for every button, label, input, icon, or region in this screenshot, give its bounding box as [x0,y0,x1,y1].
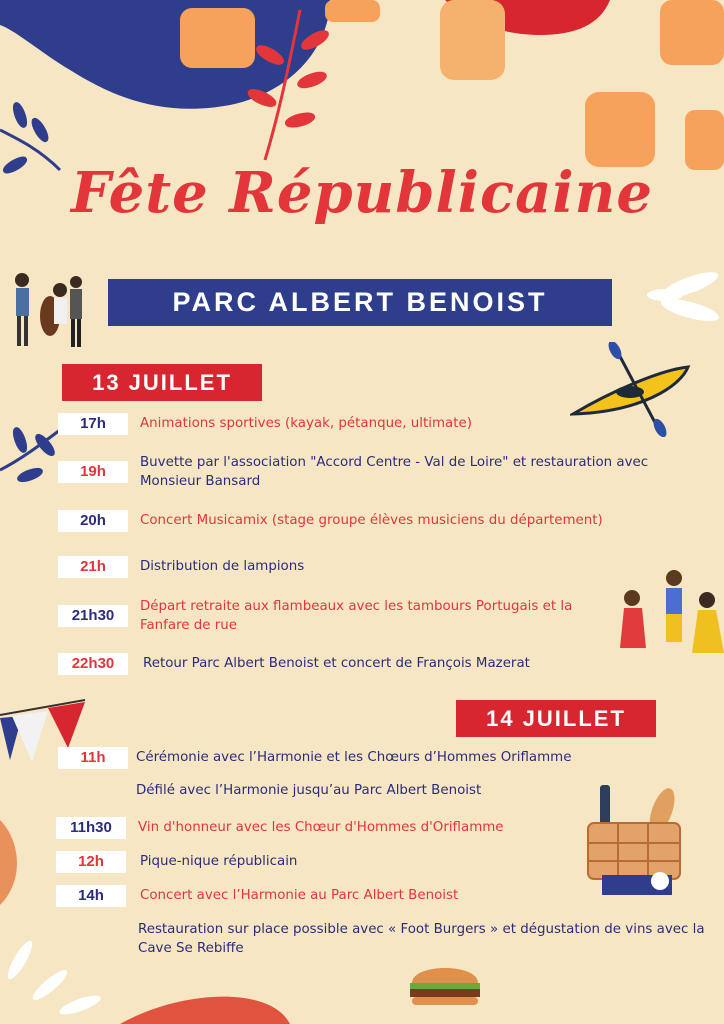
event-description: Cérémonie avec l’Harmonie et les Chœurs d’Hommes Oriflamme [136,750,572,765]
white-leaf-decoration-bottom [4,938,103,1018]
picnic-basket-illustration [578,785,698,905]
day1-header: 13 JUILLET [62,364,262,401]
event-description: Départ retraite aux flambeaux avec les tambours Portugais et la Fanfare de rue [140,599,573,633]
event-description: Défilé avec l’Harmonie jusqu’au Parc Albert Benoist [136,783,482,798]
event-description: Concert Musicamix (stage groupe élèves musiciens du département) [140,513,603,528]
white-leaf-decoration [647,267,721,325]
event-time: 11h [58,747,128,769]
event-time: 20h [58,510,128,532]
event-description: Distribution de lampions [140,559,305,574]
burger-illustration [400,955,490,1015]
blue-leaf-decoration-2 [0,427,60,483]
event-time: 12h [56,851,126,873]
musicians-illustration [8,268,88,353]
red-shape-decoration [120,997,290,1024]
page-title: Fête Républicaine [70,160,654,226]
venue-banner: PARC ALBERT BENOIST [108,279,612,326]
event-description: Animations sportives (kayak, pétanque, ultimate) [140,416,472,431]
event-description: Buvette par l'association "Accord Centre - Val de Loire" et restauration avec Monsieur Bansard [140,455,649,489]
event-time: 19h [58,461,128,483]
event-description: Pique-nique républicain [140,854,298,869]
event-description: Restauration sur place possible avec « Foot Burgers » et dégustation de vins avec la Cave Se Rebiffe [138,922,705,956]
event-description: Vin d'honneur avec les Chœur d'Hommes d'Oriflamme [138,820,504,835]
event-time: 21h30 [58,605,128,627]
orange-blob-decoration [0,820,17,905]
event-description: Concert avec l’Harmonie au Parc Albert Benoist [140,888,459,903]
day2-header: 14 JUILLET [456,700,656,737]
event-time: 21h [58,556,128,578]
dancers-illustration [612,568,724,683]
blue-blob-decoration [0,0,330,109]
event-time: 17h [58,413,128,435]
event-time: 22h30 [58,653,128,675]
event-description: Retour Parc Albert Benoist et concert de François Mazerat [143,656,530,671]
event-time: 14h [56,885,126,907]
event-time: 11h30 [56,817,126,839]
